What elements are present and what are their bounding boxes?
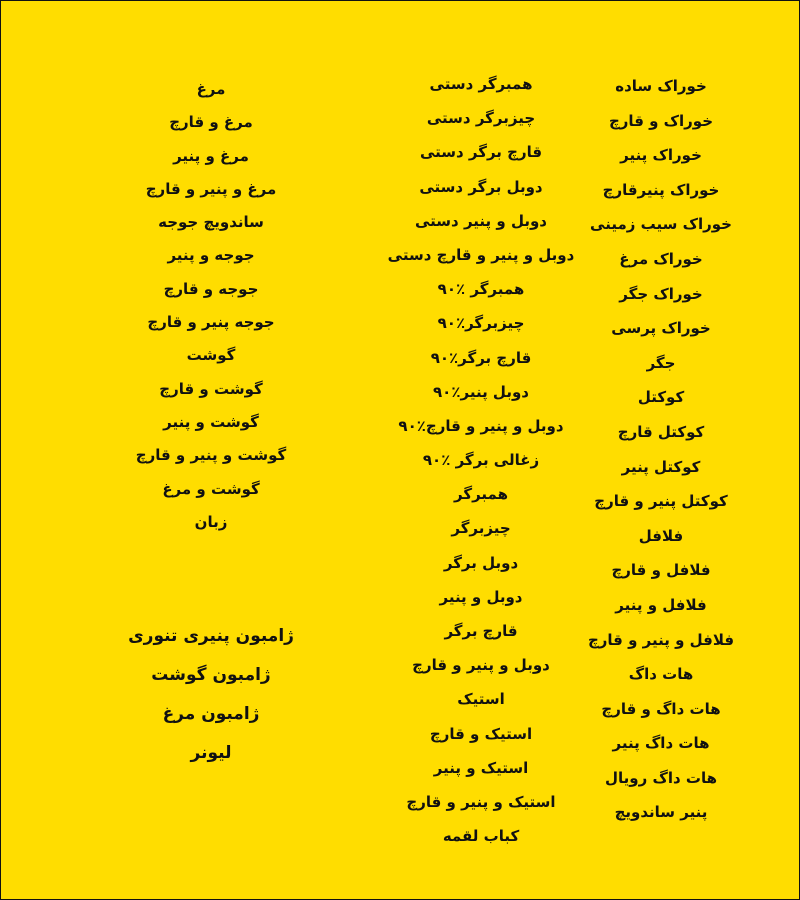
menu-item: مرغ و پنیر و قارچ (145, 179, 277, 198)
menu-item: کباب لقمه (442, 827, 520, 846)
menu-item: خوراک پنیرقارچ (602, 180, 720, 199)
menu-item: هات داگ (628, 665, 694, 684)
menu-item: قارچ برگر دستی (419, 143, 543, 162)
menu-item: کوکتل (637, 388, 685, 407)
menu-item: استیک و پنیر و قارچ (406, 792, 556, 811)
menu-item: فلافل و قارچ (611, 561, 711, 580)
menu-item: هات داگ رویال (605, 768, 717, 787)
menu-item: گوشت (186, 346, 236, 365)
menu-item: خوراک پرسی (611, 319, 711, 338)
menu-item: چیزبرگر (451, 519, 511, 538)
menu-item: هات داگ پنیر (612, 734, 710, 753)
menu-column-right (561, 76, 761, 837)
menu-item: زغالی برگر ٪۹۰ (422, 451, 540, 470)
menu-item: دوبل برگر دستی (419, 177, 543, 196)
menu-item: گوشت و پنیر (163, 412, 259, 431)
menu-item: مرغ و قارچ (169, 113, 253, 132)
menu-item: دوبل و پنیر و قارچ٪۹۰ (398, 416, 564, 435)
menu-item: دوبل و پنیر دستی (415, 211, 547, 230)
menu-item: لیونر (190, 743, 232, 763)
menu-item: چیزبرگر دستی (426, 109, 536, 128)
menu-column-left-large (101, 625, 321, 781)
menu-item: استیک (457, 690, 505, 709)
menu-item: چیزبرگر٪۹۰ (437, 314, 525, 333)
menu-item: جگر (646, 353, 676, 372)
menu-item: ژامبون مرغ (162, 704, 260, 724)
menu-item: خوراک سیب زمینی (590, 215, 732, 234)
menu-item: جوجه و پنیر (167, 246, 255, 265)
menu-item: همبرگر ٪۹۰ (437, 280, 525, 299)
menu-item: هات داگ و قارچ (601, 699, 721, 718)
menu-column-middle (371, 74, 591, 860)
menu-item: زبان (194, 512, 228, 531)
menu-item: جوجه و قارچ (163, 279, 259, 298)
menu-item: خوراک و قارچ (608, 111, 714, 130)
menu-item: دوبل و پنیر و قارچ دستی (387, 245, 575, 264)
menu-item: خوراک مرغ (619, 249, 703, 268)
menu-item: ژامبون گوشت (151, 665, 271, 685)
menu-item: دوبل برگر (443, 553, 519, 572)
menu-item: قارچ برگر (444, 622, 518, 640)
menu-item: استیک و پنیر (433, 758, 529, 777)
menu-item: مرغ (196, 80, 226, 98)
menu-item: مرغ و پنیر (173, 146, 249, 165)
menu-item: قارچ برگر٪۹۰ (430, 348, 532, 367)
menu-item: همبرگر (454, 485, 508, 504)
menu-item: خوراک پنیر (620, 146, 702, 165)
menu-item: خوراک جگر (619, 284, 703, 303)
menu-item: دوبل پنیر٪۹۰ (433, 382, 529, 401)
menu-item: گوشت و مرغ (162, 479, 260, 498)
menu-item: استیک و قارچ (429, 724, 533, 743)
menu-item: فلافل (638, 526, 684, 545)
menu-item: گوشت و قارچ (159, 379, 263, 398)
menu-item: ساندویچ جوجه (158, 213, 264, 232)
menu-item: دوبل و پنیر و قارچ (412, 656, 550, 675)
menu-item: فلافل و پنیر (615, 595, 707, 614)
menu-item: کوکتل پنیر و قارچ (594, 492, 728, 511)
menu-item: کوکتل پنیر (621, 457, 701, 476)
menu-item: خوراک ساده (615, 77, 707, 95)
menu-item: کوکتل قارچ (617, 422, 705, 441)
menu-item: همبرگر دستی (429, 75, 533, 93)
menu-column-left (111, 79, 311, 545)
menu-item: ژامبون پنیری تنوری (128, 626, 294, 646)
menu-item: گوشت و پنیر و قارچ (135, 446, 287, 465)
menu-item: جوجه پنیر و قارچ (147, 313, 275, 332)
menu-item: دوبل و پنیر (439, 587, 523, 606)
menu-item: فلافل و پنیر و قارچ (587, 630, 735, 649)
menu-item: پنیر ساندویچ (614, 803, 708, 822)
